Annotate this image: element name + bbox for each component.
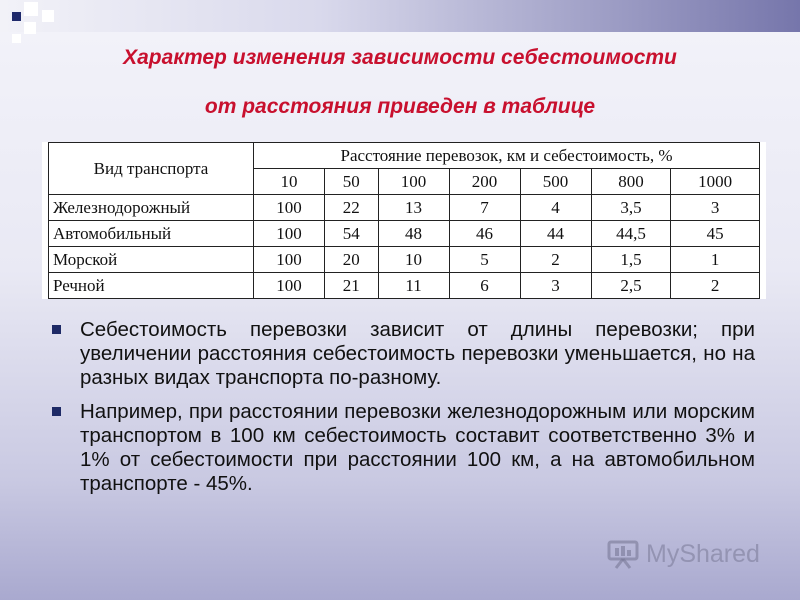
cost-cell: 44,5: [591, 221, 671, 247]
top-decor-band: [0, 0, 800, 32]
cost-cell: 1: [671, 247, 760, 273]
distance-cell: 500: [520, 169, 591, 195]
distance-cell: 200: [449, 169, 520, 195]
transport-name-cell: Автомобильный: [49, 221, 254, 247]
square-bullet-icon: [52, 407, 61, 416]
bullet-item: [50, 400, 755, 496]
transport-name-cell: Речной: [49, 273, 254, 299]
bullet-text: Себестоимость перевозки зависит от длины перевозки; при увеличении расстояния себестоимость перевозки уменьшается, но на разных видах транспорта по-разному.: [80, 318, 755, 389]
cost-cell: 2,5: [591, 273, 671, 299]
cost-cell: 100: [254, 273, 325, 299]
decor-square: [24, 2, 38, 16]
cost-cell: 21: [325, 273, 379, 299]
cost-cell: 20: [325, 247, 379, 273]
cost-cell: 54: [325, 221, 379, 247]
decor-square: [24, 22, 36, 34]
cost-table-container: [42, 142, 766, 299]
cost-cell: 45: [671, 221, 760, 247]
distance-cell: 1000: [671, 169, 760, 195]
table-row: [49, 247, 760, 273]
cost-cell: 100: [254, 221, 325, 247]
cost-cell: 2: [520, 247, 591, 273]
bullet-list: [50, 318, 755, 506]
cost-cell: 4: [520, 195, 591, 221]
square-bullet-icon: [52, 325, 61, 334]
decor-square: [12, 34, 21, 43]
table-row: [49, 195, 760, 221]
distance-cell: 50: [325, 169, 379, 195]
cost-cell: 11: [378, 273, 449, 299]
table-header-row: [49, 143, 760, 169]
cost-distance-table: [48, 142, 760, 299]
cost-cell: 22: [325, 195, 379, 221]
cost-cell: 3,5: [591, 195, 671, 221]
cost-cell: 3: [520, 273, 591, 299]
decor-square: [12, 12, 21, 21]
transport-name-cell: Морской: [49, 247, 254, 273]
slide-title-line-2: от расстояния приведен в таблице: [204, 95, 596, 118]
table-row: [49, 221, 760, 247]
cost-cell: 5: [449, 247, 520, 273]
cost-cell: 1,5: [591, 247, 671, 273]
transport-name-cell: Железнодорожный: [49, 195, 254, 221]
watermark-logo: [606, 538, 760, 570]
bullet-item: [50, 318, 755, 390]
decor-square: [42, 10, 54, 22]
cost-cell: 100: [254, 195, 325, 221]
cost-cell: 3: [671, 195, 760, 221]
transport-type-header: Вид транспорта: [49, 143, 254, 195]
distance-cell: 800: [591, 169, 671, 195]
slide-title-line-1: Характер изменения зависимости себестоимости: [123, 46, 677, 69]
cost-cell: 100: [254, 247, 325, 273]
bullet-text: Например, при расстоянии перевозки железнодорожным или морским транспортом в 100 км себестоимость составит соответственно 3% и 1% от себестоимости при расстоянии 100 км, а на автомобильном транспорте - 45%.: [80, 400, 755, 495]
distance-cell: 10: [254, 169, 325, 195]
cost-cell: 7: [449, 195, 520, 221]
cost-cell: 2: [671, 273, 760, 299]
distance-cell: 100: [378, 169, 449, 195]
cost-cell: 10: [378, 247, 449, 273]
cost-cell: 13: [378, 195, 449, 221]
table-row: [49, 273, 760, 299]
cost-cell: 48: [378, 221, 449, 247]
watermark-text: MyShared: [646, 539, 760, 568]
cost-cell: 44: [520, 221, 591, 247]
presentation-board-icon: [606, 539, 640, 569]
cost-cell: 46: [449, 221, 520, 247]
cost-cell: 6: [449, 273, 520, 299]
distance-cost-header: Расстояние перевозок, км и себестоимость, %: [254, 143, 760, 169]
